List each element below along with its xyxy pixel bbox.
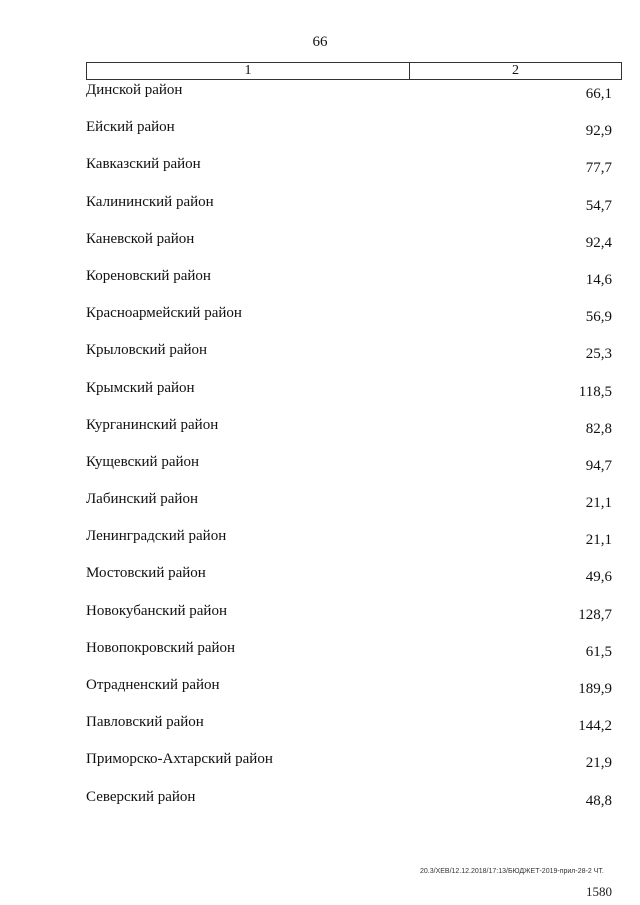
table-row [86,565,612,602]
district-value: 82,8 [585,420,612,437]
table-row [86,194,612,231]
district-value: 94,7 [585,457,612,474]
district-name: Крыловский район [86,342,208,359]
district-value: 14,6 [585,271,612,288]
district-value: 189,9 [578,681,612,697]
table-row [86,268,612,305]
district-value: 21,1 [585,532,612,549]
table-row [86,491,612,528]
district-name: Калининский район [86,193,214,210]
table-row [86,380,612,417]
district-name: Новокубанский район [86,602,227,619]
district-value: 92,4 [585,234,612,251]
district-name: Мостовский район [86,565,206,582]
table-row [86,454,612,491]
district-value: 21,9 [585,755,612,772]
district-name: Кущевский район [86,453,200,470]
district-value: 48,8 [585,792,612,809]
table-header [86,62,622,80]
table-row [86,714,612,751]
table-row [86,342,612,379]
table-row [86,751,612,788]
district-name: Кореновский район [86,267,211,284]
header-col-2: 2 [512,63,519,78]
district-name: Ленинградский район [86,528,227,545]
district-name: Курганинский район [86,416,219,433]
header-col-1: 1 [87,63,410,79]
table-row [86,640,612,677]
district-name: Красноармейский район [86,305,242,322]
table-row [86,528,612,565]
district-value: 25,3 [585,346,612,363]
table-row [86,677,612,714]
district-value: 21,1 [585,495,612,512]
district-name: Приморско-Ахтарский район [86,751,273,768]
table-row [86,119,612,156]
district-name: Крымский район [86,379,195,396]
district-name: Новопокровский район [86,639,236,656]
district-name: Северский район [86,788,196,805]
district-value: 66,1 [585,86,612,102]
page-number: 66 [312,34,328,50]
district-value: 56,9 [585,309,612,326]
district-value: 54,7 [585,197,612,214]
district-name: Кавказский район [86,156,201,173]
district-name: Отрадненский район [86,677,220,693]
table-row [86,156,612,193]
page-stamp: 1580 [586,884,612,899]
table-row [86,789,612,826]
district-table [86,82,612,826]
district-value: 92,9 [585,123,612,140]
district-name: Лабинский район [86,491,198,508]
district-name: Ейский район [86,119,175,136]
footer-code: 20.3/XEB/12.12.2018/17:13/БЮДЖЕТ-2019-прил-28-2 ЧТ. [420,868,604,875]
district-value: 61,5 [585,643,612,660]
table-row [86,231,612,268]
district-value: 77,7 [585,160,612,177]
district-name: Каневской район [86,230,195,247]
district-name: Павловский район [86,714,204,731]
table-row [86,417,612,454]
district-value: 49,6 [585,569,612,586]
district-value: 118,5 [578,383,612,400]
table-row [86,82,612,119]
table-row [86,305,612,342]
district-value: 144,2 [578,718,612,735]
district-value: 128,7 [578,606,612,623]
table-row [86,603,612,640]
district-name: Динской район [86,82,183,98]
